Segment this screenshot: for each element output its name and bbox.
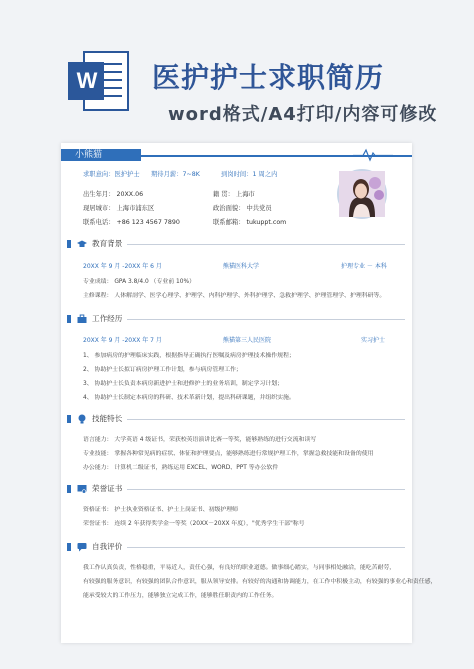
self-line: 我工作认真负责，性格稳重，平易近人，责任心强，有良好的职业道德。做事细心踏实，与同事相处融洽，能吃苦耐劳， xyxy=(83,565,396,571)
skill-line: 语言能力： 大学英语 4 级证书，荣获校英语演讲比赛一等奖，能够熟练的进行交流和读写 xyxy=(83,437,317,443)
work-line: 3、 协助护士长负责本病房新进护士和进修护士的业务培训，制定学习计划； xyxy=(83,381,284,387)
info-email: 联系邮箱： tukuppt.com xyxy=(213,219,287,226)
info-native: 籍 贯： 上海市 xyxy=(213,191,255,198)
certificate-icon xyxy=(77,484,87,494)
section-skills-header xyxy=(67,413,407,425)
heartbeat-icon xyxy=(353,149,393,161)
section-title: 工作经历 xyxy=(92,314,123,323)
section-honors-header xyxy=(67,483,407,495)
section-self-header xyxy=(67,541,407,553)
honor-line: 荣誉证书： 连续 2 年获得奖学金一等奖（20XX－20XX 年度），"优秀学生干部"称号 xyxy=(83,521,305,527)
graduation-cap-icon xyxy=(77,239,87,249)
education-school: 熊猫医科大学 xyxy=(223,263,260,270)
work-line: 4、 协助护士长制定本病房的科研、技术革新计划，提出科研课题，并组织实施。 xyxy=(83,395,295,401)
briefcase-icon xyxy=(77,314,87,324)
section-title: 荣誉证书 xyxy=(92,484,123,493)
work-role: 实习护士 xyxy=(361,337,386,344)
honor-line: 资格证书： 护士执业资格证书、护士上岗证书、初级护理师 xyxy=(83,507,239,513)
profile-photo xyxy=(337,169,387,219)
education-line: 主修课程： 人体解剖学、医学心理学、护理学、内科护理学、外科护理学、急救护理学、护理管理学、护理科研等。 xyxy=(83,293,386,299)
education-major: 护理专业 － 本科 xyxy=(341,263,387,270)
available-time: 到岗时间：1 周之内 xyxy=(221,171,278,178)
skill-line: 专业技能： 掌握各种常见病的症状、体征和护理要点，能够熟练进行常规护理工作，掌握急救技能和设备的使用 xyxy=(83,451,374,457)
info-phone: 联系电话： +86 123 4567 7890 xyxy=(83,219,180,226)
page-subtitle: word格式/A4打印/内容可修改 xyxy=(168,104,438,125)
lightbulb-icon xyxy=(77,414,87,424)
self-line: 能承受较大的工作压力，能够独立完成工作，能够胜任职责内的工作任务。 xyxy=(83,593,278,599)
candidate-name: 小熊猫 xyxy=(75,150,103,160)
section-title: 教育背景 xyxy=(92,239,123,248)
section-education-header xyxy=(67,238,407,250)
work-period: 20XX 年 9 月 -20XX 年 7 月 xyxy=(83,337,162,344)
education-line: 专业成绩： GPA 3.8/4.0 （专业前 10%） xyxy=(83,279,195,285)
self-line: 有较强的服务意识，有较强的团队合作意识，服从领导安排。有较好的沟通和协调能力，在工作中积极主动，有较强的事业心和责任感， xyxy=(83,579,437,585)
chat-bubble-icon xyxy=(77,542,87,552)
job-intent: 求职意向：医护护士 xyxy=(83,171,140,178)
page-title: 医护护士求职简历 xyxy=(152,61,385,94)
resume-page xyxy=(61,143,437,643)
education-period: 20XX 年 9 月 -20XX 年 6 月 xyxy=(83,263,162,270)
info-birth: 出生年月： 20XX.06 xyxy=(83,191,144,198)
expected-salary: 期待月薪：7~8K xyxy=(151,171,200,178)
skill-line: 办公能力： 计算机二级证书，熟练运用 EXCEL、WORD、PPT 等办公软件 xyxy=(83,465,279,471)
section-title: 自我评价 xyxy=(92,542,123,551)
page-header xyxy=(0,0,474,140)
info-politics: 政治面貌： 中共党员 xyxy=(213,205,272,212)
section-title: 技能特长 xyxy=(92,414,123,423)
work-company: 熊猫第三人民医院 xyxy=(223,337,272,344)
word-logo-letter: W xyxy=(76,68,98,93)
resume-top-bar xyxy=(61,149,412,161)
work-line: 2、 协助护士长拟订病房护理工作计划，参与病房管理工作； xyxy=(83,367,242,373)
section-work-header xyxy=(67,313,407,325)
work-line: 1、 参加病房的护理临床实践，根据指导正确执行医嘱及病房护理技术操作规程； xyxy=(83,353,295,359)
info-address: 现居城市： 上海市浦东区 xyxy=(83,205,155,212)
